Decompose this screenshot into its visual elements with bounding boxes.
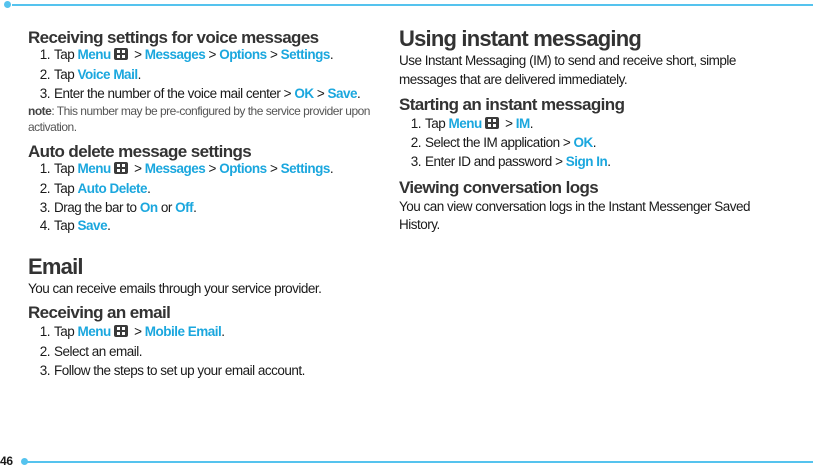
- im-intro-line-2: messages that are delivered immediately.: [399, 72, 628, 87]
- windows-menu-icon: [114, 325, 128, 337]
- auto-delete-step-4: 4. Tap Save.: [39, 218, 111, 233]
- email-intro: You can receive emails through your service provider.: [28, 281, 322, 296]
- page-number: 46: [0, 454, 13, 468]
- receiving-email-heading: Receiving an email: [28, 303, 171, 322]
- im-step-2: 2. Select the IM application > OK.: [410, 135, 597, 150]
- logs-line-2: History.: [399, 217, 440, 232]
- windows-menu-icon: [114, 162, 128, 174]
- im-intro-line-1: Use Instant Messaging (IM) to send and receive short, simple: [399, 53, 736, 68]
- starting-im-heading: Starting an instant messaging: [399, 95, 625, 114]
- auto-delete-step-3: 3. Drag the bar to On or Off.: [39, 200, 197, 215]
- top-rule: [12, 4, 813, 6]
- email-heading: Email: [28, 254, 83, 279]
- logs-line-1: You can view conversation logs in the Instant Messenger Saved: [399, 199, 750, 214]
- windows-menu-icon: [114, 48, 128, 60]
- voice-step-3: 3. Enter the number of the voice mail center > OK > Save.: [39, 86, 361, 101]
- windows-menu-icon: [485, 117, 499, 129]
- auto-delete-heading: Auto delete message settings: [28, 142, 252, 161]
- auto-delete-step-1: 1. Tap Menu > Messages > Options > Settings.: [39, 161, 334, 176]
- instant-messaging-heading: Using instant messaging: [399, 26, 641, 51]
- top-rule-dot: [4, 1, 11, 8]
- email-step-1: 1. Tap Menu > Mobile Email.: [39, 324, 225, 339]
- voice-step-2: 2. Tap Voice Mail.: [39, 67, 141, 82]
- email-step-2: 2. Select an email.: [39, 344, 143, 359]
- auto-delete-step-2: 2. Tap Auto Delete.: [39, 181, 151, 196]
- conversation-logs-heading: Viewing conversation logs: [399, 178, 599, 197]
- voice-note: note: This number may be pre-configured by the service provider upon: [28, 104, 370, 118]
- email-step-3: 3. Follow the steps to set up your email account.: [39, 363, 305, 378]
- bottom-rule-dot: [21, 458, 28, 465]
- voice-note-cont: activation.: [28, 120, 77, 134]
- im-step-3: 3. Enter ID and password > Sign In.: [410, 154, 611, 169]
- im-step-1: 1. Tap Menu > IM.: [410, 116, 533, 131]
- voice-settings-heading: Receiving settings for voice messages: [28, 28, 319, 47]
- voice-step-1: 1. Tap Menu > Messages > Options > Settings.: [39, 47, 334, 62]
- bottom-rule: [26, 461, 813, 463]
